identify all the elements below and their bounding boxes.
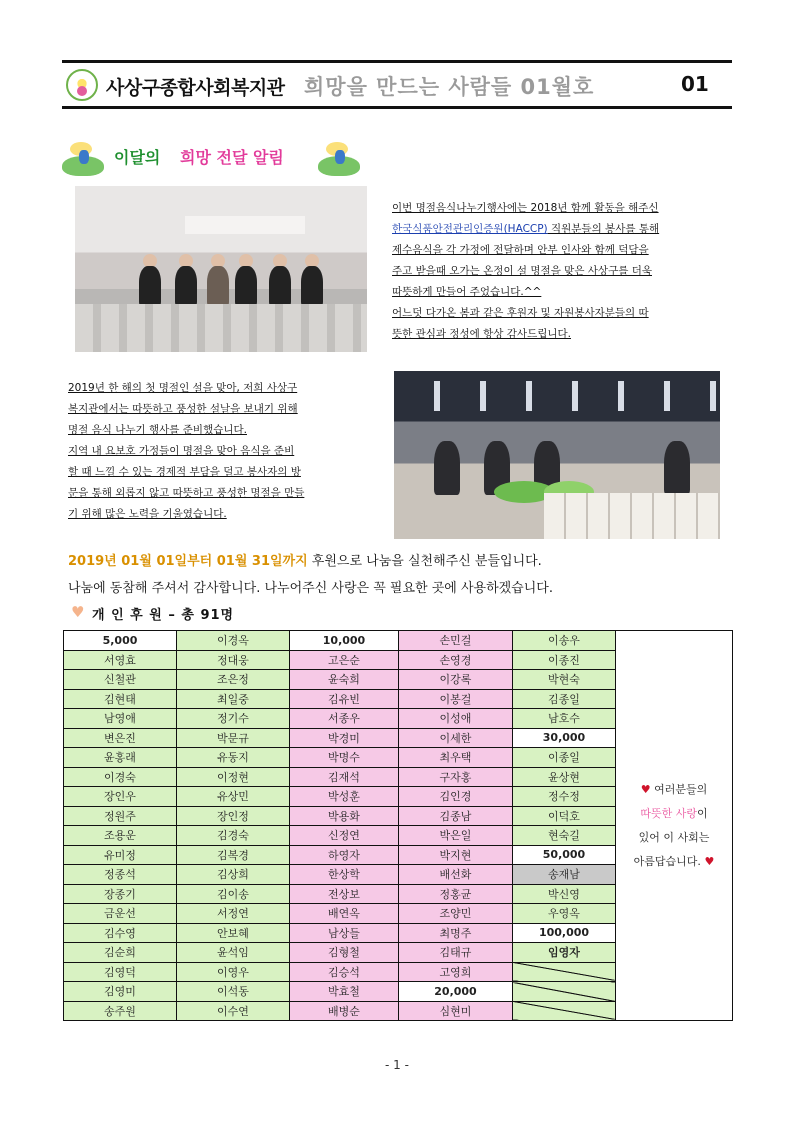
donor-cell: 윤숙희: [290, 670, 399, 690]
donor-cell: 윤홍래: [64, 748, 177, 768]
donor-cell: 정원주: [64, 806, 177, 826]
kids-on-hill-left-icon: [62, 142, 104, 178]
para1-line: 직원분들의 봉사를 통해: [547, 223, 660, 235]
donor-cell: 김태규: [399, 943, 513, 963]
page-footer: - 1 -: [385, 1058, 409, 1072]
donor-cell: 심현미: [399, 1001, 513, 1021]
donor-cell: 이석동: [177, 982, 290, 1002]
donor-cell: 박지현: [399, 845, 513, 865]
haccp-org-name: 한국식품안전관리인증원(HACCP): [392, 223, 548, 235]
donor-cell: 장종기: [64, 884, 177, 904]
donor-cell: 송주원: [64, 1001, 177, 1021]
donor-cell: 구자홍: [399, 767, 513, 787]
section-title-main: 희망 전달 알림: [180, 148, 284, 167]
donor-cell: 윤석임: [177, 943, 290, 963]
warm-love-text: 따뜻한 사랑: [640, 806, 697, 820]
donor-cell: 박명수: [290, 748, 399, 768]
donor-cell: 50,000: [513, 845, 616, 865]
donor-cell: 이덕호: [513, 806, 616, 826]
para1-line: 주고 받을때 오가는 온정이 설 명절을 맞은 사상구를 더욱: [392, 265, 652, 277]
donor-cell: 정기수: [177, 709, 290, 729]
empty-slashed-cell: [513, 962, 616, 982]
newsletter-title: 희망을 만드는 사람들 01월호: [304, 75, 595, 99]
donor-cell: 서정연: [177, 904, 290, 924]
para2-line: 문을 통해 외롭지 않고 따뜻하고 풍성한 명절을 만들: [68, 487, 305, 499]
donor-cell: 이종진: [513, 650, 616, 670]
food-preparation-photo: [394, 371, 720, 539]
donor-cell: 5,000: [64, 631, 177, 651]
donor-cell: 한상학: [290, 865, 399, 885]
donor-cell: 전상보: [290, 884, 399, 904]
donor-cell: 박경미: [290, 728, 399, 748]
donor-cell: 박문규: [177, 728, 290, 748]
donor-cell: 최우택: [399, 748, 513, 768]
thank-you-message: [616, 631, 733, 1021]
donor-cell: 이영우: [177, 962, 290, 982]
header-bottom-rule: [62, 106, 732, 109]
donor-cell: 안보혜: [177, 923, 290, 943]
donor-cell: 현숙길: [513, 826, 616, 846]
donor-cell: 남호수: [513, 709, 616, 729]
donor-cell: 변은진: [64, 728, 177, 748]
donor-cell: 이경숙: [64, 767, 177, 787]
donor-cell: 조용운: [64, 826, 177, 846]
donor-cell: 김인경: [399, 787, 513, 807]
donor-cell: 금운선: [64, 904, 177, 924]
donor-cell: 20,000: [399, 982, 513, 1002]
donor-cell: 김재석: [290, 767, 399, 787]
donor-cell: 박성훈: [290, 787, 399, 807]
heart-icon: ♥: [640, 782, 651, 796]
donor-cell: 김승석: [290, 962, 399, 982]
donor-cell: 장인우: [64, 787, 177, 807]
donor-cell: 김형철: [290, 943, 399, 963]
donor-cell: 김순희: [64, 943, 177, 963]
donor-cell: 최명주: [399, 923, 513, 943]
donor-cell: 이정현: [177, 767, 290, 787]
table-row: [64, 631, 733, 651]
para1-line: 이번 명절음식나누기행사에는 2018년 함께 활동을 해주신: [392, 202, 659, 214]
issue-number: 01: [681, 72, 709, 96]
donor-cell: 장인정: [177, 806, 290, 826]
donor-cell: 정수정: [513, 787, 616, 807]
donor-cell: 박신영: [513, 884, 616, 904]
donor-cell: 김영덕: [64, 962, 177, 982]
thanks-notice: 나눔에 동참해 주셔서 감사합니다. 나누어주신 사랑은 꼭 필요한 곳에 사용하겠습니다.: [68, 581, 553, 596]
donor-cell: 배선화: [399, 865, 513, 885]
donor-cell: 정대웅: [177, 650, 290, 670]
para2-line: 명절 음식 나누기 행사를 준비했습니다.: [68, 424, 247, 436]
donor-cell: 고영희: [399, 962, 513, 982]
donor-cell: 김종남: [399, 806, 513, 826]
empty-slashed-cell: [513, 1001, 616, 1021]
donor-cell: 이경옥: [177, 631, 290, 651]
donor-cell: 김복경: [177, 845, 290, 865]
donor-cell: 김수영: [64, 923, 177, 943]
donor-cell: 유동지: [177, 748, 290, 768]
donor-cell: 박효철: [290, 982, 399, 1002]
donor-cell: 박현숙: [513, 670, 616, 690]
donation-period-rest: 후원으로 나눔을 실천해주신 분들입니다.: [307, 554, 542, 569]
message-line: 있어 이 사회는: [638, 830, 710, 844]
donor-cell: 유상민: [177, 787, 290, 807]
message-line: 이: [697, 806, 708, 820]
donor-cell: 남영애: [64, 709, 177, 729]
donor-cell: 배연옥: [290, 904, 399, 924]
donor-cell: 윤상현: [513, 767, 616, 787]
para1-line: 따뜻하게 만들어 주었습니다.^^: [392, 286, 542, 298]
donor-cell: 10,000: [290, 631, 399, 651]
donor-cell: 신철관: [64, 670, 177, 690]
donor-cell: 하영자: [290, 845, 399, 865]
donor-cell: 김영미: [64, 982, 177, 1002]
holiday-food-paragraph: [68, 378, 366, 525]
donor-cell: 신정연: [290, 826, 399, 846]
donor-cell: 김이송: [177, 884, 290, 904]
donor-cell: 이수연: [177, 1001, 290, 1021]
donation-period: 2019년 01월 01일부터 01월 31일까지: [68, 554, 308, 569]
donor-cell: 30,000: [513, 728, 616, 748]
donor-cell: 송재남: [513, 865, 616, 885]
individual-donation-heading: 개 인 후 원 – 총 91명: [92, 608, 235, 623]
donor-cell: 서종우: [290, 709, 399, 729]
para2-line: 할 때 느낄 수 있는 경제적 부담을 덜고 봉사자의 방: [68, 466, 301, 478]
donor-cell: 조양민: [399, 904, 513, 924]
donor-cell: 박용화: [290, 806, 399, 826]
para2-line: 기 위해 많은 노력을 기울였습니다.: [68, 508, 227, 520]
donor-table: [63, 630, 733, 1021]
donor-cell: 이세한: [399, 728, 513, 748]
message-line: 여러분들의: [654, 782, 708, 796]
donor-cell: 김현태: [64, 689, 177, 709]
donor-cell: 정홍균: [399, 884, 513, 904]
section-title-prefix: 이달의: [114, 148, 161, 167]
kids-on-hill-right-icon: [318, 142, 360, 178]
donor-cell: 배병순: [290, 1001, 399, 1021]
donor-cell: 김종일: [513, 689, 616, 709]
organization-name: 사상구종합사회복지관: [106, 77, 285, 99]
event-description-paragraph: [392, 198, 722, 345]
donor-cell: 서영효: [64, 650, 177, 670]
para1-line: 제수음식을 각 가정에 전달하며 안부 인사와 함께 덕담을: [392, 244, 649, 256]
para2-line: 지역 내 요보호 가정들이 명절을 맞아 음식을 준비: [68, 445, 295, 457]
donor-cell: 최일중: [177, 689, 290, 709]
volunteers-group-photo: [75, 186, 367, 352]
donor-cell: 임영자: [513, 943, 616, 963]
header-top-rule: [62, 60, 732, 63]
welfare-center-logo-icon: [66, 69, 98, 101]
donor-cell: 손민걸: [399, 631, 513, 651]
para1-line: 뜻한 관심과 정성에 항상 감사드립니다.: [392, 328, 571, 340]
donor-cell: 김상희: [177, 865, 290, 885]
donor-cell: 박은일: [399, 826, 513, 846]
donor-cell: 고은순: [290, 650, 399, 670]
para2-line: 복지관에서는 따뜻하고 풍성한 설날을 보내기 위해: [68, 403, 298, 415]
donor-cell: 이송우: [513, 631, 616, 651]
heart-icon: ♥: [704, 854, 715, 868]
donor-cell: 이종일: [513, 748, 616, 768]
donor-cell: 김경숙: [177, 826, 290, 846]
message-line: 아름답습니다.: [633, 854, 701, 868]
para1-line: 어느덧 다가온 봄과 같은 후원자 및 자원봉사자분들의 따: [392, 307, 649, 319]
donation-period-notice: [68, 550, 542, 569]
heart-bullet-icon: ♥: [71, 603, 85, 621]
donor-cell: 조은정: [177, 670, 290, 690]
donor-cell: 이성애: [399, 709, 513, 729]
donor-cell: 우영옥: [513, 904, 616, 924]
para2-line: 2019년 한 해의 첫 명절인 설을 맞아, 저희 사상구: [68, 382, 298, 394]
donor-cell: 유미정: [64, 845, 177, 865]
donor-cell: 이봉걸: [399, 689, 513, 709]
empty-slashed-cell: [513, 982, 616, 1002]
donor-cell: 정종석: [64, 865, 177, 885]
donor-cell: 김유빈: [290, 689, 399, 709]
donor-cell: 이강록: [399, 670, 513, 690]
donor-cell: 100,000: [513, 923, 616, 943]
donor-cell: 손영경: [399, 650, 513, 670]
donor-cell: 남상들: [290, 923, 399, 943]
